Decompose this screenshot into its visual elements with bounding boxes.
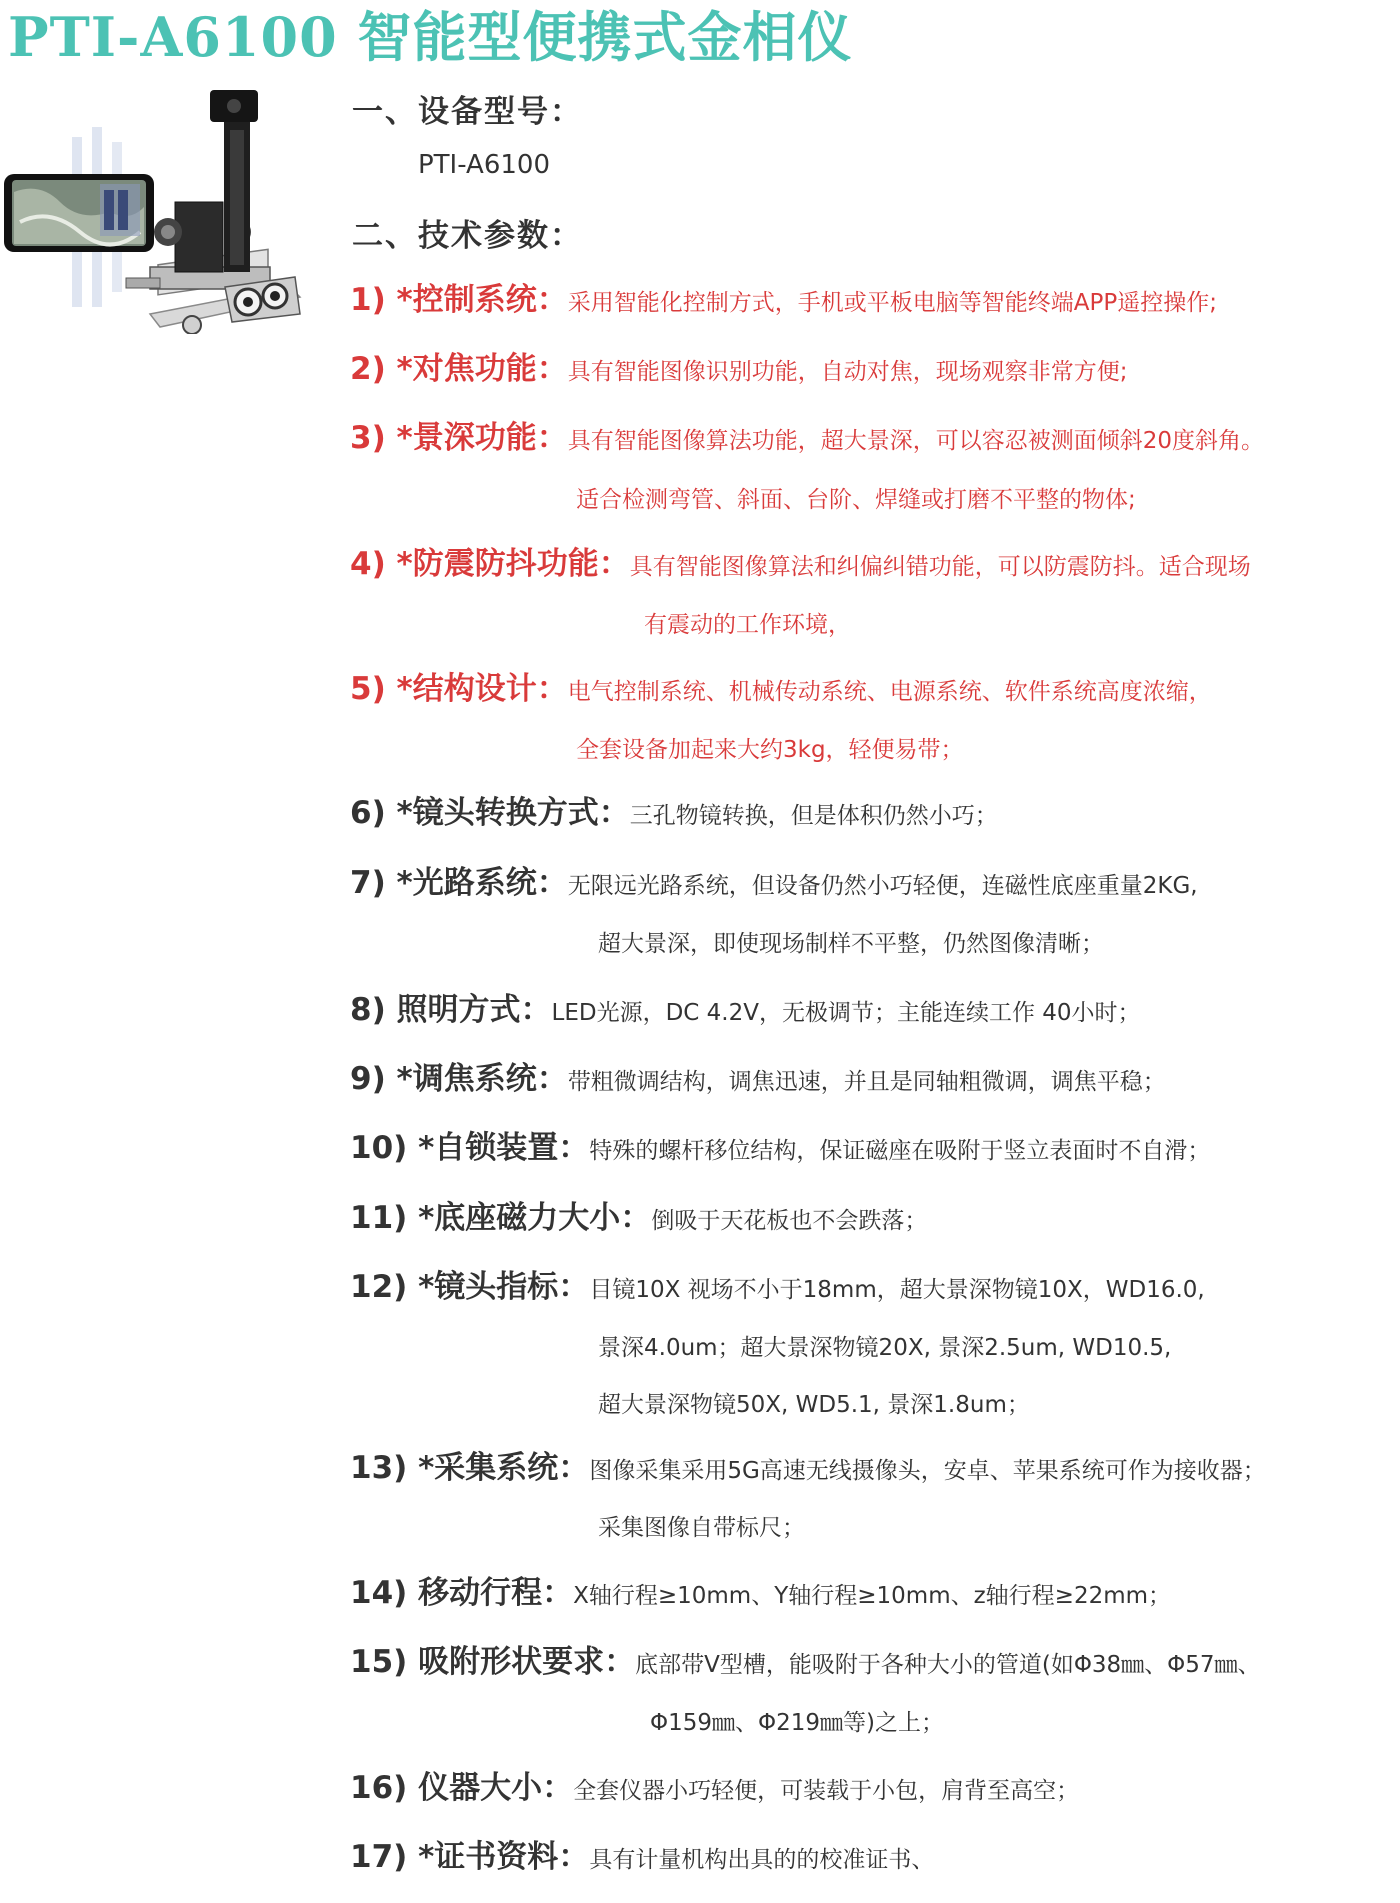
spec-item-continuation: 全套设备加起来大约3kg，轻便易带； <box>576 737 964 763</box>
spec-item: 4) *防震防抖功能：具有智能图像算法和纠偏纠错功能，可以防震防抖。适合现场 <box>350 546 1251 582</box>
spec-item-continuation: 采集图像自带标尺； <box>598 1515 805 1541</box>
spec-item: 16) 仪器大小：全套仪器小巧轻便，可装载于小包，肩背至高空； <box>350 1770 1080 1806</box>
spec-item: 6) *镜头转换方式：三孔物镜转换，但是体积仍然小巧； <box>350 795 998 831</box>
spec-item: 10) *自锁装置：特殊的螺杆移位结构，保证磁座在吸附于竖立表面时不自滑； <box>350 1130 1211 1166</box>
spec-item: 2) *对焦功能：具有智能图像识别功能，自动对焦，现场观察非常方便; <box>350 351 1128 387</box>
product-image <box>0 82 305 334</box>
spec-item: 13) *采集系统：图像采集采用5G高速无线摄像头，安卓、苹果系统可作为接收器； <box>350 1450 1266 1486</box>
spec-item: 7) *光路系统：无限远光路系统，但设备仍然小巧轻便，连磁性底座重量2KG, <box>350 865 1198 901</box>
spec-item-continuation: 超大景深物镜50X, WD5.1, 景深1.8um； <box>598 1392 1030 1418</box>
section-params-heading: 二、技术参数： <box>352 218 583 254</box>
spec-item: 17) *证书资料：具有计量机构出具的的校准证书、 <box>350 1839 935 1875</box>
section-model-heading: 一、设备型号： <box>352 94 583 130</box>
spec-item-continuation: 超大景深，即使现场制样不平整，仍然图像清晰； <box>598 931 1104 957</box>
spec-item-continuation: Φ159㎜、Φ219㎜等)之上； <box>650 1710 944 1736</box>
spec-item: 3) *景深功能：具有智能图像算法功能，超大景深，可以容忍被测面倾斜20度斜角。 <box>350 420 1265 456</box>
spec-item-continuation: 适合检测弯管、斜面、台阶、焊缝或打磨不平整的物体; <box>576 487 1136 513</box>
spec-item-continuation: 有震动的工作环境， <box>644 612 851 638</box>
spec-item: 12) *镜头指标：目镜10X 视场不小于18mm，超大景深物镜10X，WD16.0, <box>350 1269 1205 1305</box>
spec-item: 8) 照明方式：LED光源，DC 4.2V，无极调节；主能连续工作 40小时； <box>350 992 1141 1028</box>
spec-item: 14) 移动行程：X轴行程≥10mm、Y轴行程≥10mm、z轴行程≥22mm； <box>350 1575 1172 1611</box>
model-value: PTI-A6100 <box>418 150 550 180</box>
page-title: PTI-A6100 智能型便携式金相仪 <box>8 5 853 69</box>
spec-item-continuation: 景深4.0um；超大景深物镜20X, 景深2.5um, WD10.5, <box>598 1335 1172 1361</box>
spec-item: 9) *调焦系统：带粗微调结构，调焦迅速，并且是同轴粗微调，调焦平稳； <box>350 1061 1166 1097</box>
spec-item: 15) 吸附形状要求：底部带V型槽，能吸附于各种大小的管道(如Φ38㎜、Φ57㎜、 <box>350 1644 1261 1680</box>
spec-item: 5) *结构设计：电气控制系统、机械传动系统、电源系统、软件系统高度浓缩， <box>350 671 1212 707</box>
spec-item: 11) *底座磁力大小：倒吸于天花板也不会跌落； <box>350 1200 928 1236</box>
spec-item: 1) *控制系统：采用智能化控制方式，手机或平板电脑等智能终端APP遥控操作; <box>350 282 1217 318</box>
